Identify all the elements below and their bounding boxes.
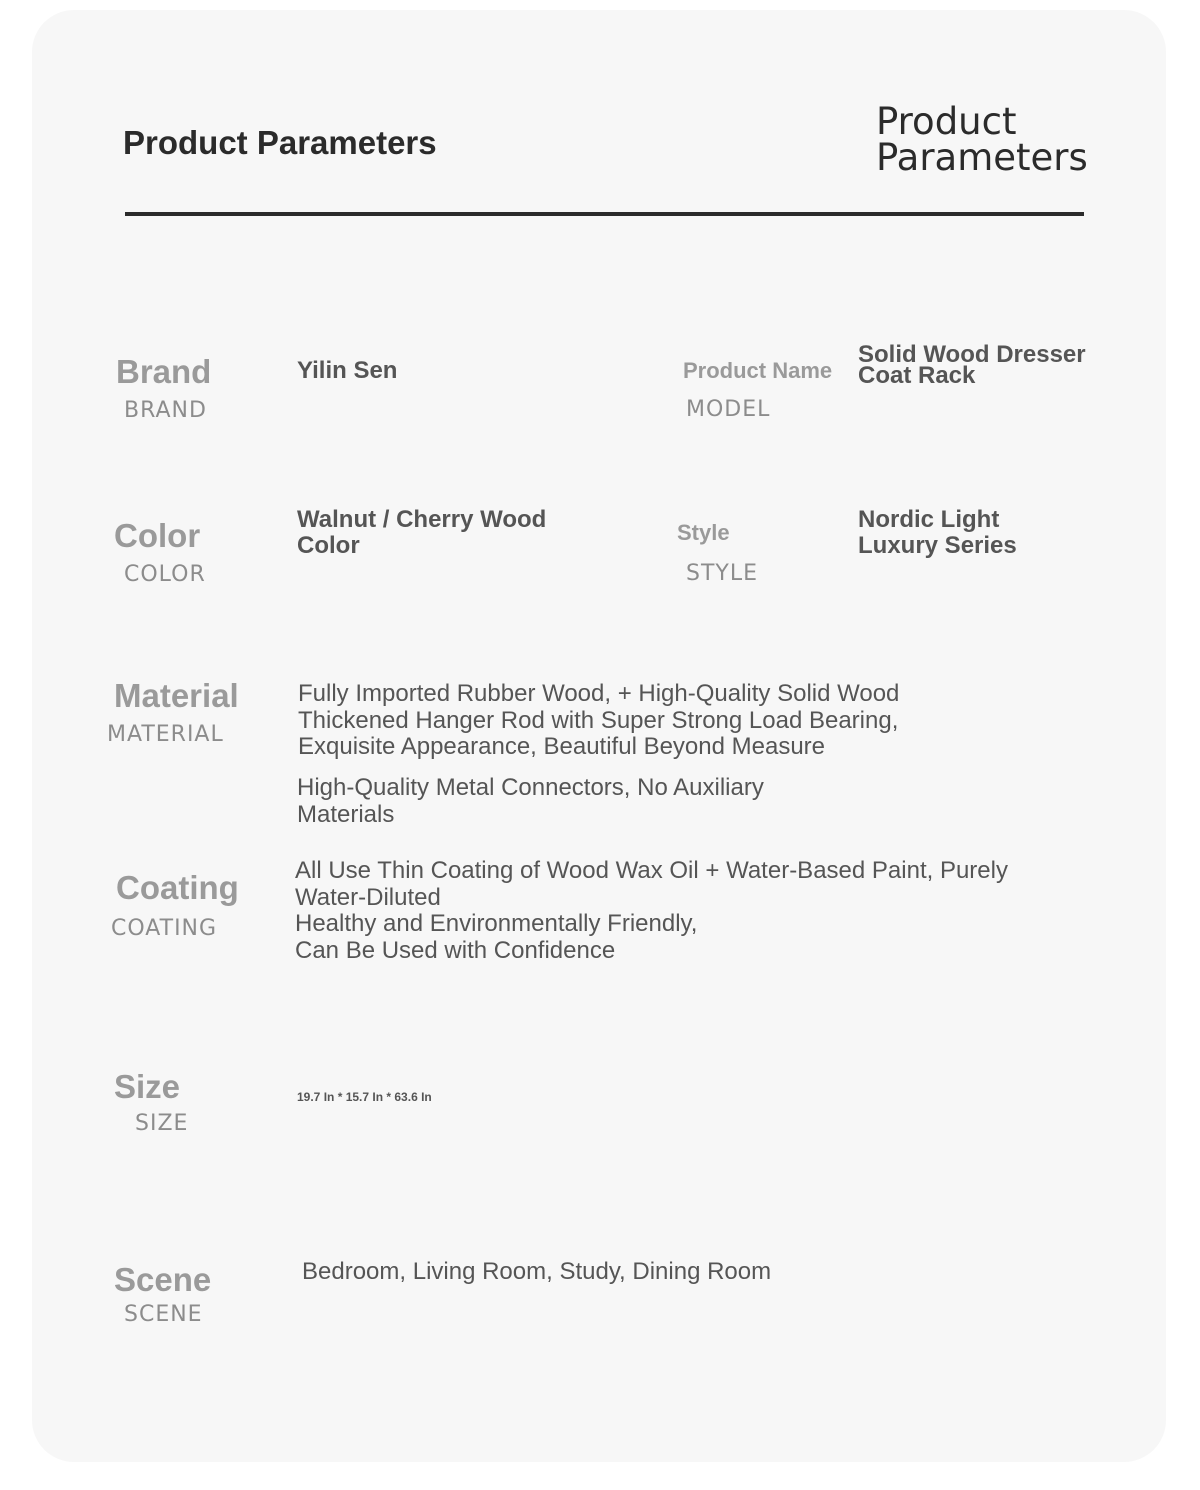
product-name-value: Solid Wood Dresser Coat Rack (858, 341, 1086, 389)
color-sublabel: COLOR (124, 562, 206, 587)
material-line-1: Fully Imported Rubber Wood, + High-Quality Solid Wood (298, 680, 900, 707)
material-line-3: Exquisite Appearance, Beautiful Beyond Measure (298, 733, 826, 760)
scene-sublabel: SCENE (124, 1302, 203, 1327)
coating-sublabel: COATING (111, 916, 218, 941)
coating-line-3: Can Be Used with Confidence (295, 936, 616, 964)
header-divider (125, 212, 1084, 216)
product-name-label: Product Name (683, 358, 833, 383)
brand-sublabel: BRAND (124, 398, 207, 423)
size-label: Size (114, 1068, 181, 1105)
coating-line-2: Healthy and Environmentally Friendly, (295, 910, 698, 937)
brand-label: Brand (116, 353, 212, 390)
style-sublabel: STYLE (686, 561, 758, 586)
material-text (298, 681, 1058, 761)
material-label: Material (114, 677, 239, 714)
scene-value: Bedroom, Living Room, Study, Dining Room (302, 1258, 772, 1285)
style-label: Style (677, 520, 730, 545)
size-sublabel: SIZE (135, 1111, 189, 1136)
material-line-4: High-Quality Metal Connectors, No Auxiliary Materials (297, 774, 764, 828)
page-title-alt: Product Parameters (876, 100, 1088, 179)
size-value: 19.7 In * 15.7 In * 63.6 In (297, 1090, 432, 1104)
scene-label: Scene (114, 1261, 212, 1298)
coating-label: Coating (116, 869, 239, 906)
brand-value: Yilin Sen (297, 357, 398, 384)
color-label: Color (114, 517, 201, 554)
coating-line-1: All Use Thin Coating of Wood Wax Oil + Water-Based Paint, Purely Water-Diluted (295, 857, 1008, 911)
color-value: Walnut / Cherry Wood Color (297, 506, 547, 559)
style-value: Nordic Light Luxury Series (858, 506, 1017, 559)
material-sublabel: MATERIAL (107, 722, 224, 747)
coating-text (295, 858, 1055, 964)
product-name-sublabel: MODEL (686, 397, 771, 422)
material-line-2: Thickened Hanger Rod with Super Strong Load Bearing, (298, 706, 899, 734)
page-title: Product Parameters (123, 124, 437, 161)
